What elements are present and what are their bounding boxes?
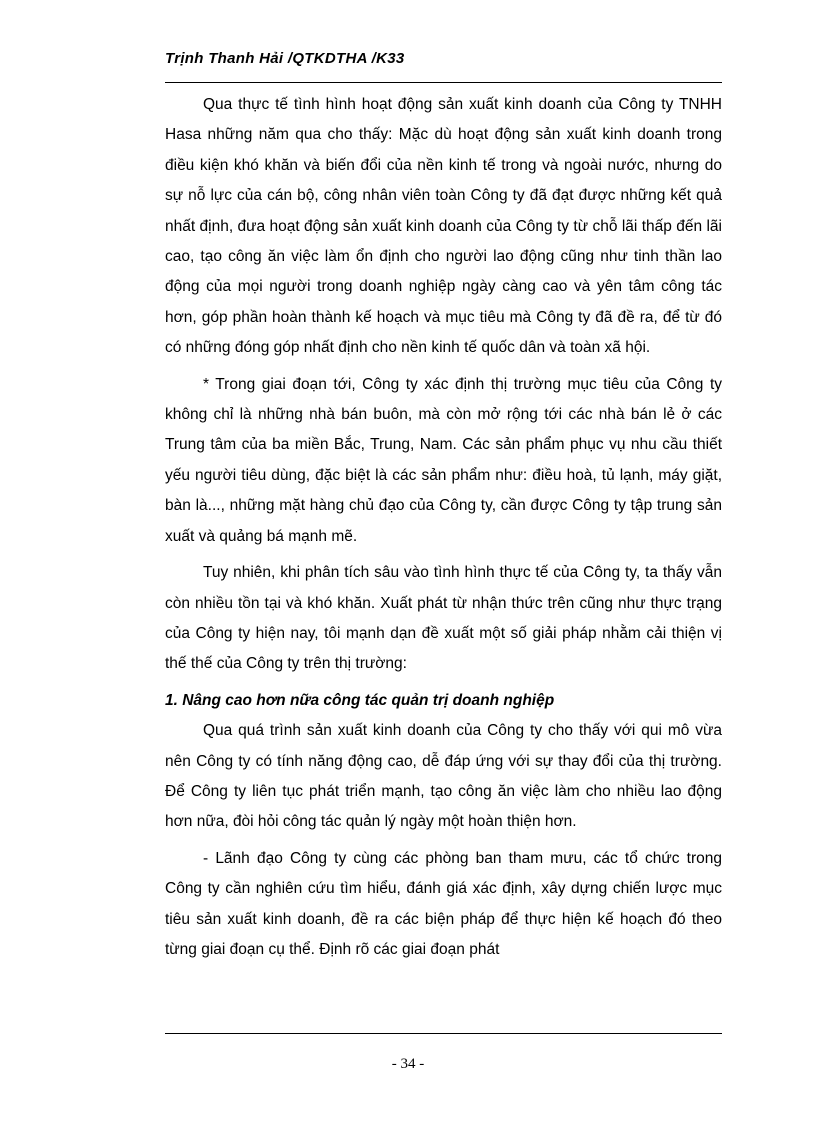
page-number: - 34 - (391, 1056, 425, 1072)
section-heading: 1. Nâng cao hơn nữa công tác quản trị doanh nghiệp (165, 691, 555, 709)
header-divider (165, 82, 722, 83)
paragraph-management-scale: Qua quá trình sản xuất kinh doanh của Công ty cho thấy với qui mô vừa nên Công ty có tính năng động cao, dễ đáp ứng với sự thay đổi của thị trường. Để Công ty liên tục phát triển mạnh, tạo công ăn việc làm cho nhiều lao động hơn nữa, đòi hỏi công tác quản lý ngày một hoàn thiện hơn. (165, 722, 722, 831)
running-header: Trịnh Thanh Hải /QTKDTHA /K33 (165, 50, 405, 67)
paragraph-overview: Qua thực tế tình hình hoạt động sản xuất kinh doanh của Công ty TNHH Hasa những năm qua cho thấy: Mặc dù hoạt động sản xuất kinh doanh trong điều kiện khó khăn và biến đổi của nền kinh tế trong và ngoài nước, nhưng do sự nỗ lực của cán bộ, công nhân viên toàn Công ty đã đạt được những kết quả nhất định, đưa hoạt động sản xuất kinh doanh của Công ty từ chỗ lãi thấp đến lãi cao, tạo công ăn việc làm ổn định cho người lao động cũng như tinh thần lao động của mọi người trong doanh nghiệp ngày càng cao và yên tâm công tác hơn, góp phần hoàn thành kế hoạch và mục tiêu mà Công ty đã đề ra, để từ đó có những đóng góp nhất định cho nền kinh tế quốc dân và toàn xã hội. (165, 96, 722, 357)
paragraph-leadership-strategy: - Lãnh đạo Công ty cùng các phòng ban tham mưu, các tổ chức trong Công ty cần nghiên cứu tìm hiểu, đánh giá xác định, xây dựng chiến lược mục tiêu sản xuất kinh doanh, đề ra các biện pháp để thực hiện kế hoạch đó theo từng giai đoạn cụ thể. Định rõ các giai đoạn phát (165, 849, 722, 958)
footer-divider (165, 1033, 722, 1034)
paragraph-challenges: Tuy nhiên, khi phân tích sâu vào tình hình thực tế của Công ty, ta thấy vẫn còn nhiều tồn tại và khó khăn. Xuất phát từ nhận thức trên cũng như thực trạng của Công ty hiện nay, tôi mạnh dạn đề xuất một số giải pháp nhằm cải thiện vị thế thế của Công ty trên thị trường: (165, 564, 722, 673)
page-body (165, 90, 722, 971)
paragraph-target-market: * Trong giai đoạn tới, Công ty xác định thị trường mục tiêu của Công ty không chỉ là những nhà bán buôn, mà còn mở rộng tới các nhà bán lẻ ở các Trung tâm của ba miền Bắc, Trung, Nam. Các sản phẩm phục vụ nhu cầu thiết yếu người tiêu dùng, đặc biệt là các sản phẩm như: điều hoà, tủ lạnh, máy giặt, bàn là..., những mặt hàng chủ đạo của Công ty, cần được Công ty tập trung sản xuất và quảng bá mạnh mẽ. (165, 375, 722, 545)
